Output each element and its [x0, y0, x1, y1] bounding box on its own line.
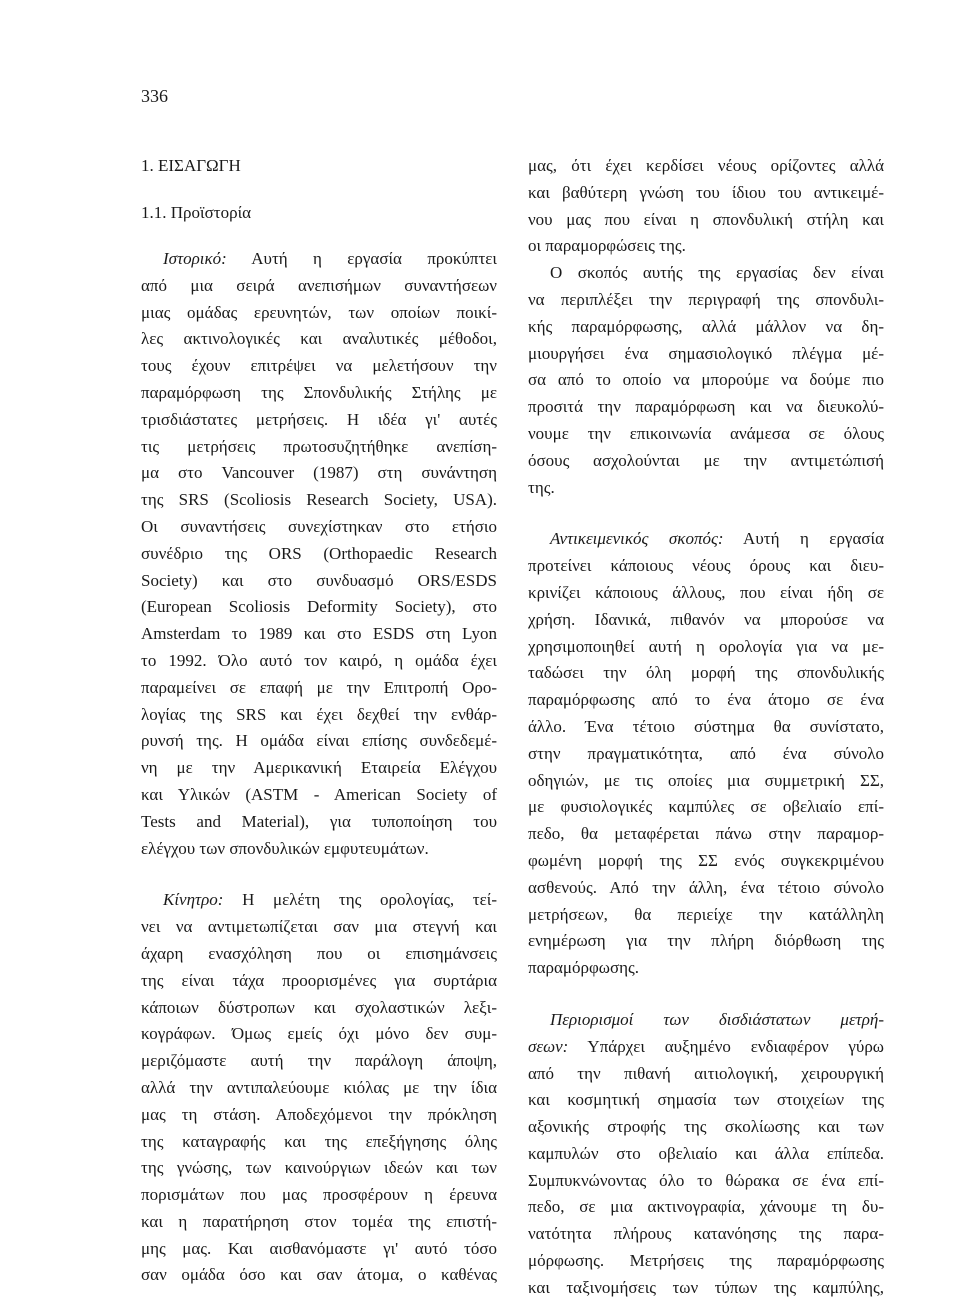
text-line: νατότητα πλήρους κατανόησης της παρα-: [528, 1224, 884, 1244]
text-line: συνέδριο της ORS (Orthopaedic Research: [141, 543, 497, 563]
paragraph-lead: Κίνητρο:: [163, 890, 224, 910]
text-line: της SRS (Scoliosis Research Society, USA).: [141, 490, 497, 510]
text-line: ταδώσει την όλη μορφή της σπονδυλικής: [528, 663, 884, 683]
text-line: Society) και στο συνδυασμό ORS/ESDS: [141, 570, 497, 590]
text-line: Amsterdam το 1989 και στο ESDS στη Lyon: [141, 624, 497, 644]
text-line: νη με την Αμερικανική Εταιρεία Ελέγχου: [141, 758, 497, 778]
text-line: μα στο Vancouver (1987) στη συνάντηση: [141, 463, 497, 483]
text-line: τους έχουν επιτρέψει να μελετήσουν την: [141, 356, 497, 376]
text-line: προσιτά την παραμόρφωση και να διευκολύ-: [528, 397, 884, 417]
text-line: Οι συναντήσεις συνεχίστηκαν στο ετήσιο: [141, 516, 497, 536]
text-line: νουμε την επικοινωνία ανάμεσα σε όλους: [528, 423, 884, 443]
page-number: 336: [141, 86, 168, 106]
text-line: Αντικειμενικός σκοπός: Αυτή η εργασία: [550, 529, 884, 549]
text-line: χρήση. Ιδανικά, πιθανόν να μπορούσε να: [528, 609, 884, 629]
text-line: της.: [528, 477, 555, 497]
paragraph-gap: [528, 501, 884, 526]
text-line: και κοσμητική σημασία των στοιχείων της: [528, 1090, 884, 1110]
paragraph-purpose: [528, 260, 884, 501]
text-line: ελέγχου των σπονδυλικών εμφυτευμάτων.: [141, 838, 429, 858]
text-line: Κίνητρο: Η μελέτη της ορολογίας, τεί-: [163, 890, 497, 910]
text-line: μιας ομάδας ερευνητών, των οποίων ποικί-: [141, 302, 497, 322]
text-line: πεδο, σε μια ακτινογραφία, χάνουμε τη δυ-: [528, 1197, 884, 1217]
text-line: κρινίζει κάποιους άλλους, που είναι ήδη σε: [528, 582, 884, 602]
text-line: σα από το οποίο να μπορούμε να δούμε πιο: [528, 370, 884, 390]
text-line: παραμόρφωσης.: [528, 958, 640, 978]
text-line: (European Scoliosis Deformity Society), στο: [141, 597, 497, 617]
text-line: να περιπλέξει την περιγραφή της σπονδυλι-: [528, 289, 884, 309]
text-line: κάποιων δύστροπων και σχολαστικών λεξι-: [141, 997, 497, 1017]
text-line: λογίας της SRS και έχει δεχθεί την ενθάρ-: [141, 704, 497, 724]
text-line: Ο σκοπός αυτής της εργασίας δεν είναι: [550, 263, 884, 283]
text-line: μόρφωσης. Μετρήσεις της παραμόρφωσης: [528, 1251, 884, 1271]
text-line: κής παραμόρφωσης, αλλά μάλλον να δη-: [528, 316, 884, 336]
right-column: [528, 153, 884, 1302]
text-line: μεριζόμαστε αυτή την παράλογη άποψη,: [141, 1051, 497, 1071]
text-line: της γνώσης, των καινούργιων ιδεών και των: [141, 1158, 497, 1178]
paragraph-continuation: [528, 153, 884, 260]
paragraph-gap: [141, 862, 497, 887]
text-line: και βαθύτερη γνώση του ίδιου του αντικειμέ-: [528, 182, 884, 202]
text-line: το 1992. Όλο αυτό τον καιρό, η ομάδα έχει: [141, 650, 497, 670]
text-line: σαν ομάδα όσο και σαν άτομα, ο καθένας: [141, 1265, 497, 1285]
left-column: [141, 246, 497, 1289]
text-line: Tests and Material), για τυποποίηση του: [141, 811, 497, 831]
text-line: φωμένη μορφή της ΣΣ ενός συγκεκριμένου: [528, 850, 884, 870]
text-line: παραμείνει σε επαφή με την Επιτροπή Ορο-: [141, 677, 497, 697]
text-line: χρησιμοποιηθεί αυτή η ορολογία για να με-: [528, 636, 884, 656]
text-line: από μια σειρά ανεπισήμων συναντήσεων: [141, 275, 497, 295]
text-line: τις μετρήσεις πρωτοσυζητήθηκε ανεπίση-: [141, 436, 497, 456]
text-line: παραμόρφωση της Σπονδυλικής Στήλης με: [141, 382, 497, 402]
paragraph-history: [141, 246, 497, 862]
text-line: οι παραμορφώσεις της.: [528, 236, 686, 256]
text-line: άλλο. Ένα τέτοιο σύστημα θα συνίστατο,: [528, 716, 884, 736]
text-line: λες ακτινολογικές και αναλυτικές μέθοδοι,: [141, 329, 497, 349]
paragraph-limitations: [528, 1007, 884, 1302]
text-line: της καταγραφής και της επεξήγησης όλης: [141, 1131, 497, 1151]
text-line: στην πραγματικότητα, από ένα σύνολο: [528, 743, 884, 763]
text-line: νει να αντιμετωπίζεται σαν μια στεγνή και: [141, 917, 497, 937]
text-line: προτείνει κάποιους νέους όρους και διευ-: [528, 556, 884, 576]
text-line: τρισδιάστατες μετρήσεις. Η ιδέα γι' αυτές: [141, 409, 497, 429]
paragraph-lead: Περιορισμοί των δισδιάστατων μετρή-: [550, 1009, 884, 1029]
text-line: και ταξινομήσεις των τύπων της καμπύλης,: [528, 1277, 884, 1297]
text-line: αξονικής στροφής της σκολίωσης και των: [528, 1117, 884, 1137]
text-line: με φυσιολογικές καμπύλες σε οβελιαίο επί-: [528, 797, 884, 817]
text-line: πεδο, θα μεταφέρεται πάνω στην παραμορ-: [528, 824, 884, 844]
text-line: σεων: Υπάρχει αυξημένο ενδιαφέρον γύρω: [528, 1036, 884, 1056]
text-line: μετρήσεων, θα περιείχε την κατάλληλη: [528, 904, 884, 924]
text-line: νου μας που είναι η σπονδυλική στήλη και: [528, 209, 884, 229]
paragraph-lead: Αντικειμενικός σκοπός:: [550, 529, 724, 549]
text-line: ρυνσή της. Η ομάδα είναι επίσης συνδεδεμέ-: [141, 731, 497, 751]
text-line: κογράφων. Όμως εμείς όχι μόνο δεν συμ-: [141, 1024, 497, 1044]
section-heading: 1. ΕΙΣΑΓΩΓΗ: [141, 156, 241, 175]
text-line: αλλά την αντιπαλεύουμε κιόλας με την ίδια: [141, 1077, 497, 1097]
subsection-heading: 1.1. Προϊστορία: [141, 203, 252, 222]
text-line: άχαρη ενασχόληση που οι επισημάνσεις: [141, 943, 497, 963]
paragraph-objective: [528, 526, 884, 982]
text-line: και Υλικών (ASTM - American Society of: [141, 784, 497, 804]
text-line: ασθενούς. Από την άλλη, ένα τέτοιο σύνολο: [528, 877, 884, 897]
text-line: οδηγιών, με τις οποίες μια συμμετρική ΣΣ,: [528, 770, 884, 790]
text-line: καμπυλών στο οβελιαίο και άλλα επίπεδα.: [528, 1143, 884, 1163]
text-line: μης μας. Και αισθανόμαστε γι' αυτό τόσο: [141, 1238, 497, 1258]
text-line: μιουργήσει ένα σημασιολογικό πλέγμα μέ-: [528, 343, 884, 363]
text-line: Ιστορικό: Αυτή η εργασία προκύπτει: [163, 249, 497, 268]
text-line: μας, ότι έχει κερδίσει νέους ορίζοντες αλλά: [528, 156, 884, 175]
paragraph-gap: [528, 982, 884, 1007]
text-line: πορισμάτων που μας προσφέρουν η έρευνα: [141, 1185, 497, 1205]
paragraph-lead: σεων:: [528, 1036, 569, 1056]
text-line: [528, 1007, 884, 1034]
text-line: όσους ασχολούνται με την αντιμετώπισή: [528, 450, 884, 470]
text-line: μας τη στάση. Αποδεχόμενοι την πρόκληση: [141, 1104, 497, 1124]
text-line: παραμόρφωσης από το ένα άτομο σε ένα: [528, 690, 884, 710]
paragraph-motivation: [141, 887, 497, 1289]
text-line: και η παρατήρηση στον τομέα της επιστή-: [141, 1211, 497, 1231]
text-line: της είναι τάχα προορισμένες για συρτάρια: [141, 970, 497, 990]
text-line: Συμπυκνώνοντας όλο το θώρακα σε ένα επί-: [528, 1170, 884, 1190]
paragraph-lead: Ιστορικό:: [163, 249, 227, 268]
text-line: ενημέρωση για την πλήρη διόρθωση της: [528, 931, 884, 951]
text-line: από την πιθανή αιτιολογική, χειρουργική: [528, 1063, 884, 1083]
